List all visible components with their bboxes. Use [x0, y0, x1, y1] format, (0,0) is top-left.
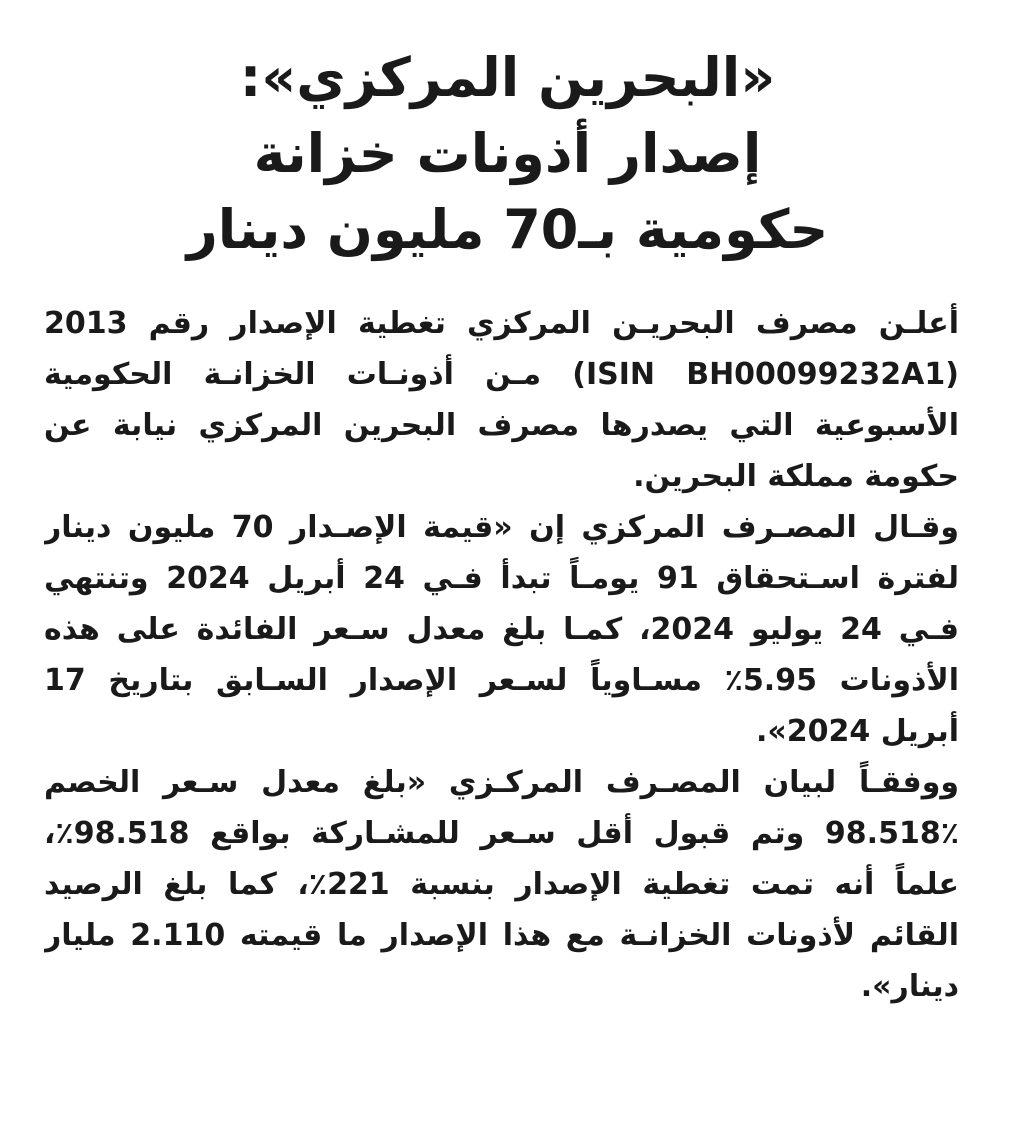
headline-line-3: حكومية بـ70 مليون دينار [186, 198, 829, 261]
paragraph-line: (ISIN BH00099232A1) مـن أذونـات الخزانـة الحكومية [44, 357, 959, 392]
paragraph-line: 98.518٪ وتم قبول أقل سـعر للمشـاركة بواقع 98.518٪، [44, 816, 959, 851]
paragraph-line: حكومة مملكة البحرين. [633, 459, 959, 494]
paragraph-line: فـي 24 يوليو 2024، كمـا بلغ معدل سـعر الفائدة على هذه [44, 612, 959, 647]
article-headline [60, 40, 955, 268]
paragraph-line: وقـال المصـرف المركزي إن «قيمة الإصـدار 70 مليون دينار [44, 510, 959, 545]
paragraph-line: القائم لأذونات الخزانـة مع هذا الإصدار ما قيمته 2.110 مليار [44, 918, 959, 953]
paragraph-line: أعلـن مصرف البحريـن المركزي تغطية الإصدار رقم 2013 [44, 306, 959, 341]
headline-line-1: «البحرين المركزي»: [239, 46, 776, 109]
paragraph-line: لفترة اسـتحقاق 91 يومـاً تبدأ فـي 24 أبريل 2024 وتنتهي [44, 561, 959, 596]
paragraph-line: ووفقـاً لبيان المصـرف المركـزي «بلغ معدل سـعر الخصم [44, 765, 959, 800]
headline-line-2: إصدار أذونات خزانة [253, 122, 762, 185]
paragraph-2 [44, 502, 959, 757]
paragraph-line: أبريل 2024». [756, 714, 959, 749]
paragraph-3 [44, 757, 959, 1012]
paragraph-line: دينار». [860, 969, 959, 1004]
article-body [44, 298, 959, 1012]
paragraph-line: الأسبوعية التي يصدرها مصرف البحرين المركزي نيابة عن [44, 408, 959, 443]
paragraph-line: علماً أنه تمت تغطية الإصدار بنسبة 221٪، كما بلغ الرصيد [44, 867, 959, 902]
paragraph-1 [44, 298, 959, 502]
paragraph-line: الأذونات 5.95٪ مسـاوياً لسـعر الإصدار السـابق بتاريخ 17 [44, 663, 959, 698]
